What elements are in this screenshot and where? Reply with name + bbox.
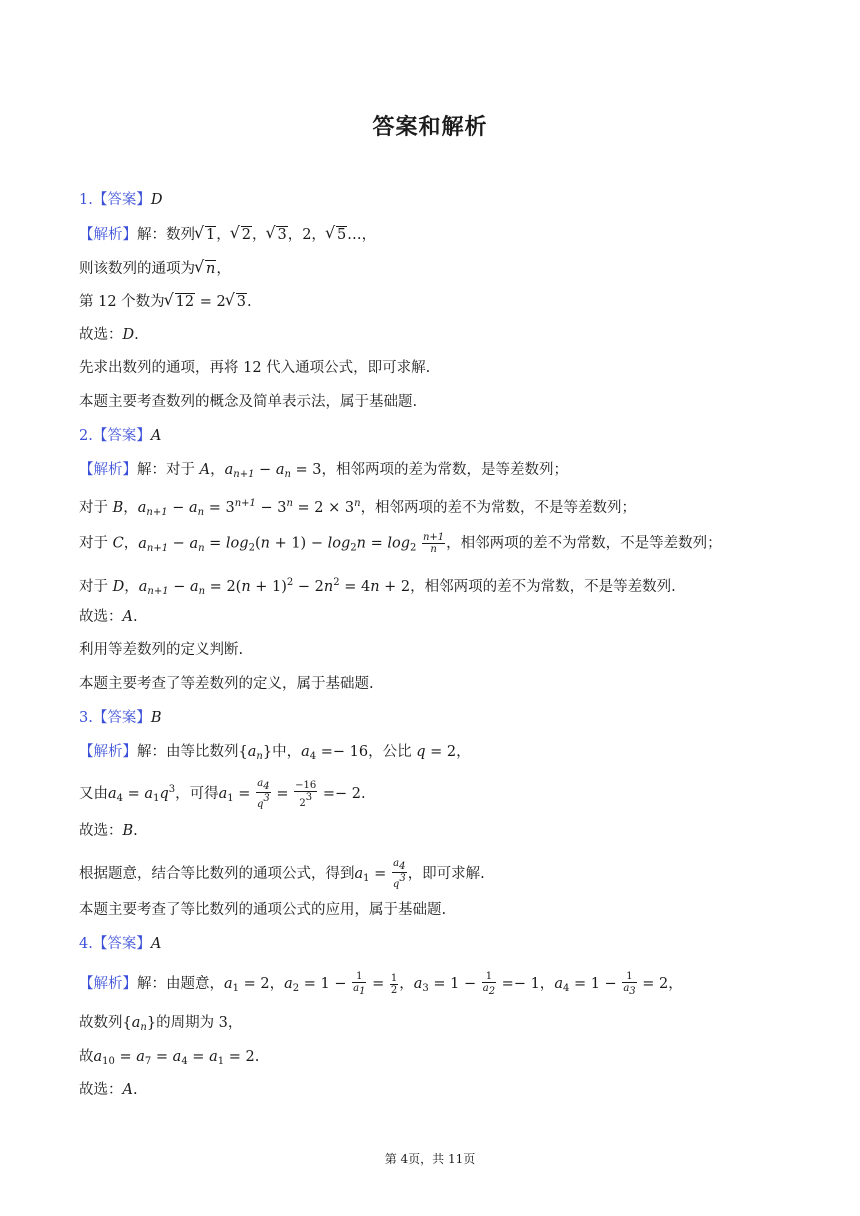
q4-answer-label: 【答案】 bbox=[92, 936, 151, 952]
q3-number: 3. bbox=[79, 710, 93, 726]
q1-line2: 则该数列的通项为√ n， bbox=[79, 259, 231, 279]
q3-text: ，公比 bbox=[368, 744, 417, 760]
q3-text: 故选： bbox=[79, 823, 123, 839]
q2-text: ，相邻两项的差为常数，是等差数列； bbox=[321, 462, 569, 478]
q2-line7: 本题主要考查了等差数列的定义，属于基础题. bbox=[79, 676, 374, 692]
q4-text: 故 bbox=[79, 1049, 94, 1065]
q1-analysis-line1: 【解析】解：数列√ 1，√ 2，√ 3，2，√ 5…， bbox=[79, 225, 376, 245]
q3-analysis-line1: 【解析】解：由等比数列$\{a_n\}$中，$a_4 =- 16$，公比 q = 2， bbox=[79, 744, 471, 762]
q4-text: 解：由题意， bbox=[137, 976, 224, 992]
q4-line4: 故选：A. bbox=[79, 1082, 138, 1098]
q3-answer-label: 【答案】 bbox=[92, 710, 151, 726]
q3-text: 解：由等比数列 bbox=[137, 744, 239, 760]
q3-line3: 故选：B. bbox=[79, 823, 138, 839]
q2-text: 故选： bbox=[79, 609, 123, 625]
q3-analysis-label: 【解析】 bbox=[79, 744, 137, 760]
q3-text: ，即可求解. bbox=[407, 866, 485, 882]
q4-line2: 故数列$\{a_n\}$的周期为 3， bbox=[79, 1015, 243, 1033]
q3-answer-line bbox=[79, 708, 162, 728]
q3-text: 根据题意，结合等比数列的通项公式，得到 bbox=[79, 866, 355, 882]
q4-answer: A bbox=[150, 936, 162, 952]
q1-text: 解：数列 bbox=[137, 227, 195, 243]
q2-text: 对于 bbox=[79, 500, 113, 516]
q2-analysis-label: 【解析】 bbox=[79, 462, 137, 478]
q2-answer: A bbox=[150, 428, 162, 444]
page-title: 答案和解析 bbox=[372, 115, 488, 140]
q3-text: 中， bbox=[272, 744, 302, 760]
q3-text: 又由 bbox=[79, 786, 108, 802]
q1-text: 则该数列的通项为 bbox=[79, 261, 195, 277]
q2-line5: 故选：A. bbox=[79, 609, 138, 625]
q4-text: 故数列 bbox=[79, 1015, 123, 1031]
q1-line6: 本题主要考查数列的概念及简单表示法，属于基础题. bbox=[79, 394, 418, 410]
q2-text: 对于 bbox=[79, 579, 113, 595]
q3-line2: 又由$a_4 = a_1q^3$，可得$a_1$ = $\frac{a_4}{q^3}$ = $\frac{-16}{2^3}$ =− 2. bbox=[79, 778, 366, 810]
q1-answer-label: 【答案】 bbox=[92, 192, 151, 208]
q2-text: 对于 bbox=[79, 535, 113, 552]
q2-line3: 对于 C，$a_{n+1} - a_n = \log_2(n + 1) - \log_2n = \log_2$ $\frac{n+1}{n}$ ，相邻两项的差不为常数，不是等差数列； bbox=[79, 532, 722, 555]
q2-text: ，相邻两项的差不为常数，不是等差数列； bbox=[446, 535, 722, 552]
q4-analysis-line1: 【解析】解：由题意，$a_1 = 2$，$a_2 = 1$ − $\frac{1}{a_1}$ = $\frac{1}{2}$ ，$a_3 = 1$ − $\frac{1}{a_2}$ =− 1，$a_4 = 1$ − $\frac{1}{a_3}$ = 2， bbox=[79, 971, 683, 997]
q2-answer-line bbox=[79, 426, 161, 446]
q2-analysis-line1: 【解析】解：对于 A，$a_{n+1} - a_n = 3$，相邻两项的差为常数，是等差数列； bbox=[79, 462, 569, 480]
q4-analysis-label: 【解析】 bbox=[79, 976, 137, 992]
q2-text: 解：对于 bbox=[137, 462, 200, 478]
q2-text: ，相邻两项的差不为常数，不是等差数列. bbox=[410, 579, 676, 595]
q3-line4: 根据题意，结合等比数列的通项公式，得到$a_1$ = $\frac{a_4}{q^3}$ ，即可求解. bbox=[79, 858, 485, 890]
q1-text: 故选： bbox=[79, 327, 123, 343]
q4-text: 的周期为 3， bbox=[156, 1015, 243, 1031]
q4-line3: 故$a_{10} = a_7 = a_4 = a_1 = 2$. bbox=[79, 1049, 260, 1067]
q1-line3: 第 12 个数为√ 12 = 2√ 3. bbox=[79, 292, 252, 312]
q3-answer: B bbox=[150, 710, 162, 726]
q1-answer: D bbox=[150, 192, 163, 208]
q2-line2: 对于 B，$a_{n+1} - a_n = 3^{n+1} - 3^n = 2 \times 3^n$，相邻两项的差不为常数，不是等差数列； bbox=[79, 498, 637, 518]
q3-text: ，可得 bbox=[175, 786, 219, 802]
q1-answer-line bbox=[79, 190, 162, 210]
q1-line4: 故选：D. bbox=[79, 327, 139, 343]
q3-line5: 本题主要考查了等比数列的通项公式的应用，属于基础题. bbox=[79, 902, 447, 918]
q1-number: 1. bbox=[79, 192, 93, 208]
q4-number: 4. bbox=[79, 936, 93, 952]
q2-text: ，相邻两项的差不为常数，不是等差数列； bbox=[360, 500, 637, 516]
q2-line4: 对于 D，$a_{n+1} - a_n = 2(n + 1)^2 - 2n^2 = 4n + 2$，相邻两项的差不为常数，不是等差数列. bbox=[79, 577, 676, 597]
q4-text: 故选： bbox=[79, 1082, 123, 1098]
q2-answer-label: 【答案】 bbox=[92, 428, 151, 444]
q4-answer-line bbox=[79, 934, 161, 954]
q2-line6: 利用等差数列的定义判断. bbox=[79, 642, 244, 658]
page-footer: 第 4页，共 11页 bbox=[384, 1152, 476, 1166]
q1-analysis-label: 【解析】 bbox=[79, 227, 137, 243]
q2-number: 2. bbox=[79, 428, 93, 444]
q1-line5: 先求出数列的通项，再将 12 代入通项公式，即可求解. bbox=[79, 360, 431, 376]
q1-text: 第 12 个数为 bbox=[79, 294, 165, 310]
